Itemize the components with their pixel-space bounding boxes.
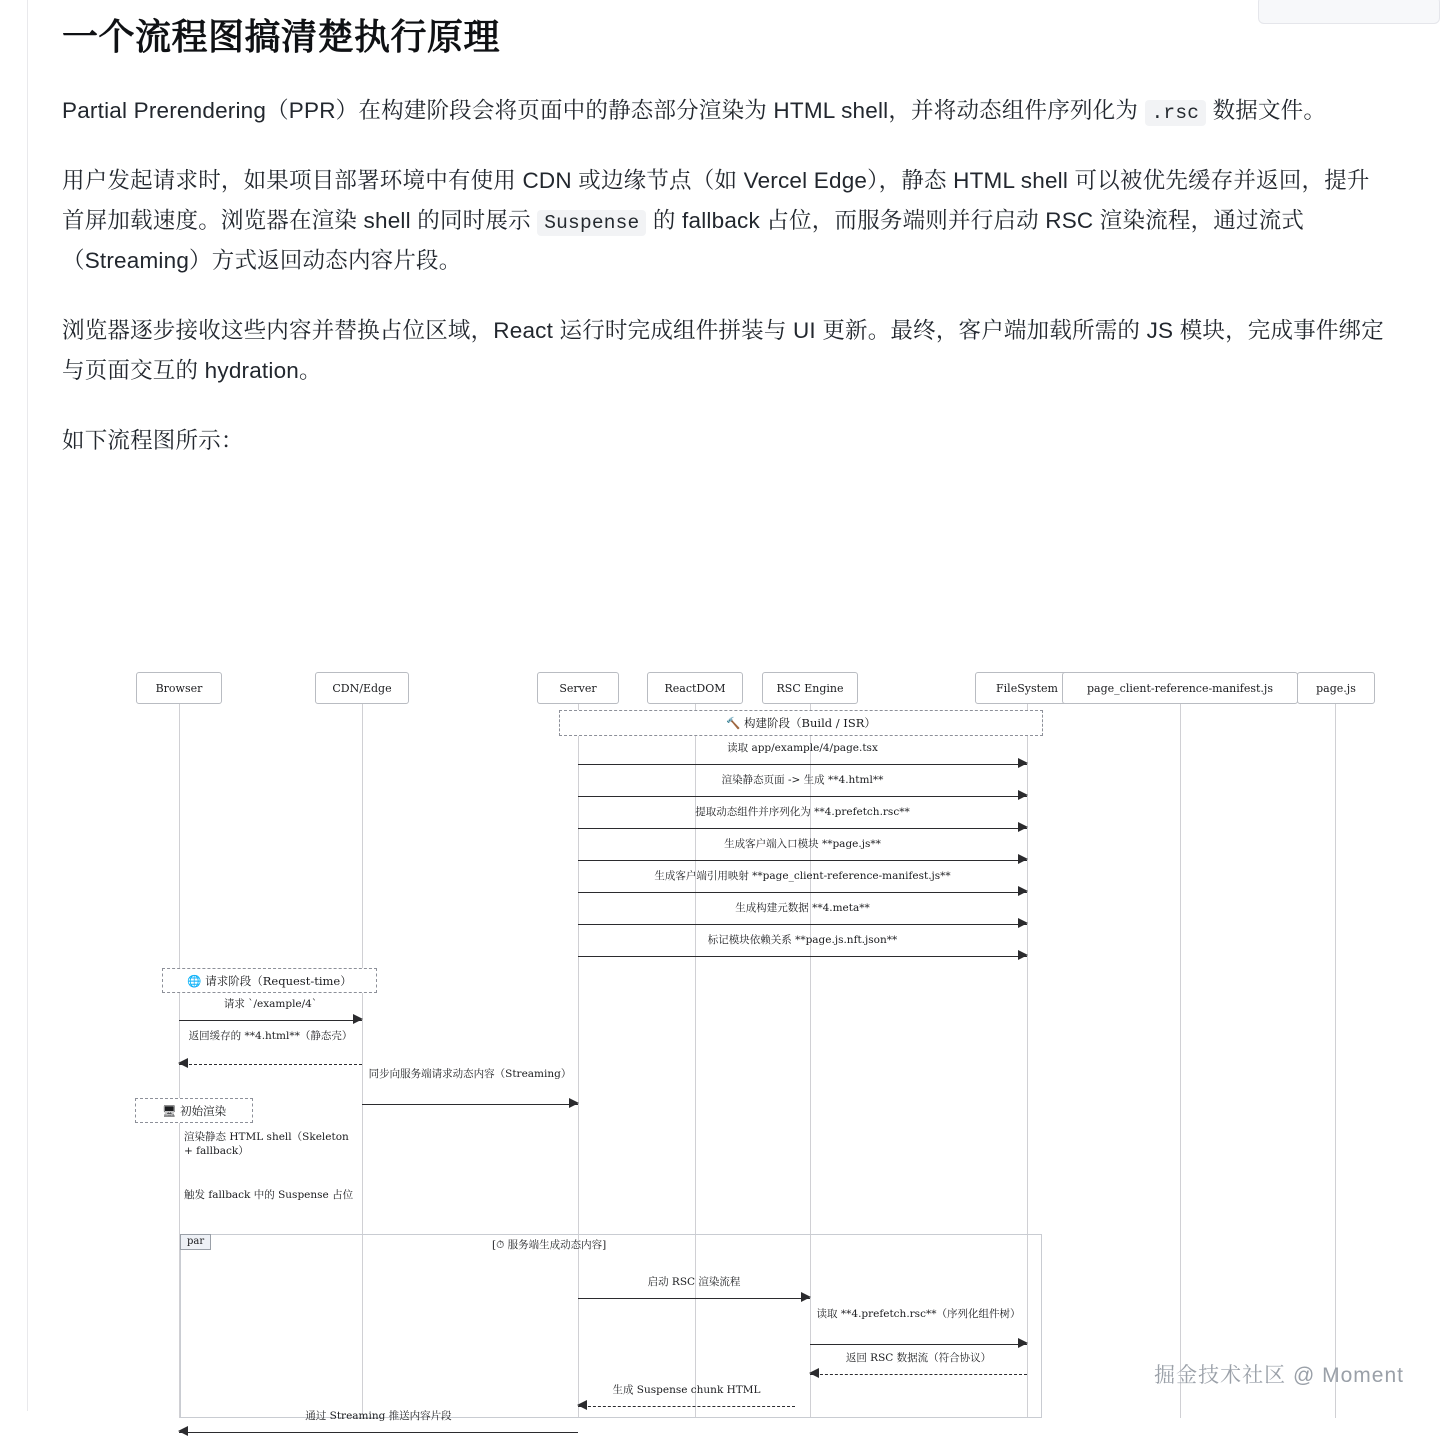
message-line xyxy=(578,956,1027,957)
message-line xyxy=(578,1298,810,1299)
arrow-head-icon xyxy=(569,1098,579,1108)
message-generate-suspense-chunk-label: 生成 Suspense chunk HTML xyxy=(612,1384,761,1396)
self-message-render-shell xyxy=(184,1130,354,1158)
phase-request xyxy=(162,968,377,993)
message-return-cached-html-label: 返回缓存的 **4.html**（静态壳） xyxy=(188,1030,353,1042)
message-mark-module-deps-label: 标记模块依赖关系 **page.js.nft.json** xyxy=(707,934,898,946)
arrow-head-icon xyxy=(1018,1338,1028,1348)
message-request-example-4-label: 请求 `/example/4` xyxy=(223,998,318,1010)
message-line xyxy=(179,1020,362,1021)
inline-code-suspense: Suspense xyxy=(537,210,646,236)
message-generate-manifest-label: 生成客户端引用映射 **page_client-reference-manifest.js** xyxy=(654,870,951,882)
message-return-rsc-stream xyxy=(810,1352,1027,1382)
message-generate-meta xyxy=(578,902,1027,932)
message-render-static-html xyxy=(578,774,1027,804)
paragraph-2-text-b: 的 fallback 占位，而服务端则并行启动 RSC 渲染流程，通过流式（Streaming）方式返回动态内容片段。 xyxy=(62,207,1305,273)
arrow-head-icon xyxy=(178,1058,188,1068)
arrow-head-icon xyxy=(178,1426,188,1436)
phase-initial-render-label: 🖥 初始渲染 xyxy=(161,1103,227,1118)
message-return-rsc-stream-label: 返回 RSC 数据流（符合协议） xyxy=(845,1352,992,1364)
arrow-head-icon xyxy=(801,1292,811,1302)
arrow-head-icon xyxy=(353,1014,363,1024)
message-line xyxy=(810,1344,1027,1345)
message-read-prefetch-rsc-label: 读取 **4.prefetch.rsc**（序列化组件树） xyxy=(816,1308,1021,1320)
message-line xyxy=(578,892,1027,893)
actor-pagejs-label: page.js xyxy=(1316,681,1356,695)
message-line xyxy=(810,1374,1027,1375)
paragraph-4: 如下流程图所示： xyxy=(62,428,244,454)
message-streaming-push-chunks-label: 通过 Streaming 推送内容片段 xyxy=(305,1410,452,1422)
message-start-rsc-render-label: 启动 RSC 渲染流程 xyxy=(647,1276,741,1288)
page-title: 一个流程图搞清楚执行原理 xyxy=(62,16,501,57)
actor-rsc-engine xyxy=(762,672,858,704)
message-generate-meta-label: 生成构建元数据 **4.meta** xyxy=(735,902,870,914)
phase-build xyxy=(559,710,1043,736)
paragraph-2 xyxy=(62,161,1392,281)
actor-manifest xyxy=(1062,672,1298,704)
message-request-example-4 xyxy=(179,998,362,1028)
actor-browser-label: Browser xyxy=(155,681,203,695)
message-line xyxy=(362,1104,578,1105)
self-message-trigger-suspense xyxy=(184,1188,354,1202)
message-start-rsc-render xyxy=(578,1276,810,1306)
actor-manifest-label: page_client-reference-manifest.js xyxy=(1087,681,1273,695)
message-line xyxy=(578,764,1027,765)
message-line xyxy=(578,860,1027,861)
arrow-head-icon xyxy=(577,1400,587,1410)
message-generate-suspense-chunk xyxy=(578,1384,795,1414)
message-line xyxy=(179,1064,362,1065)
article-content xyxy=(62,0,1392,487)
message-line xyxy=(179,1432,578,1433)
message-extract-dynamic-rsc xyxy=(578,806,1027,836)
message-mark-module-deps xyxy=(578,934,1027,964)
message-streaming-push-chunks xyxy=(179,1410,578,1440)
message-streaming-request-dynamic-label: 同步向服务端请求动态内容（Streaming） xyxy=(368,1068,572,1080)
inline-code-rsc: .rsc xyxy=(1145,100,1207,126)
actor-reactdom-label: ReactDOM xyxy=(664,681,726,695)
lifeline-pagejs xyxy=(1335,690,1336,1418)
actor-server xyxy=(537,672,619,704)
phase-initial-render xyxy=(135,1098,253,1123)
paragraph-1-text-b: 数据文件。 xyxy=(1206,97,1327,123)
paragraph-1-text-a: Partial Prerendering（PPR）在构建阶段会将页面中的静态部分渲染为 HTML shell，并将动态组件序列化为 xyxy=(62,97,1145,123)
arrow-head-icon xyxy=(1018,918,1028,928)
actor-cdn-label: CDN/Edge xyxy=(332,681,392,695)
arrow-head-icon xyxy=(1018,950,1028,960)
message-streaming-request-dynamic xyxy=(362,1068,578,1112)
message-line xyxy=(578,1406,795,1407)
phase-build-label: 🔨 构建阶段（Build / ISR） xyxy=(726,716,876,730)
message-read-page-tsx xyxy=(578,742,1027,772)
par-fragment-note-label: [⏱ 服务端生成动态内容] xyxy=(492,1239,607,1251)
self-message-render-shell-label: 渲染静态 HTML shell（Skeleton + fallback） xyxy=(184,1131,349,1158)
message-read-page-tsx-label: 读取 app/example/4/page.tsx xyxy=(727,742,878,754)
arrow-head-icon xyxy=(1018,790,1028,800)
lifeline-manifest xyxy=(1180,690,1181,1418)
par-fragment-tag-label: par xyxy=(187,1236,205,1247)
arrow-head-icon xyxy=(1018,886,1028,896)
arrow-head-icon xyxy=(1018,822,1028,832)
message-line xyxy=(578,924,1027,925)
left-margin-rule xyxy=(27,0,28,1411)
message-line xyxy=(578,828,1027,829)
par-fragment-note xyxy=(492,1237,606,1252)
actor-filesystem-label: FileSystem xyxy=(996,681,1058,695)
actor-cdn xyxy=(315,672,409,704)
message-read-prefetch-rsc xyxy=(810,1308,1027,1354)
arrow-head-icon xyxy=(1018,854,1028,864)
phase-request-label: 🌐 请求阶段（Request-time） xyxy=(187,973,352,988)
message-generate-page-js-label: 生成客户端入口模块 **page.js** xyxy=(724,838,881,850)
arrow-head-icon xyxy=(809,1368,819,1378)
self-message-trigger-suspense-label: 触发 fallback 中的 Suspense 占位 xyxy=(184,1189,354,1201)
message-generate-manifest xyxy=(578,870,1027,900)
message-generate-page-js xyxy=(578,838,1027,868)
message-render-static-html-label: 渲染静态页面 -> 生成 **4.html** xyxy=(721,774,884,786)
paragraph-2-text-a: 用户发起请求时，如果项目部署环境中有使用 CDN 或边缘节点（如 Vercel Edge），静态 HTML shell 可以被优先缓存并返回，提升首屏加载速度。浏览器在渲染 shell 的同时展示 xyxy=(62,167,1370,233)
actor-browser xyxy=(136,672,222,704)
par-fragment-tag xyxy=(180,1234,211,1250)
actor-reactdom xyxy=(647,672,743,704)
message-extract-dynamic-rsc-label: 提取动态组件并序列化为 **4.prefetch.rsc** xyxy=(695,806,910,818)
message-return-cached-html xyxy=(179,1030,362,1074)
arrow-head-icon xyxy=(1018,758,1028,768)
actor-rsc-engine-label: RSC Engine xyxy=(776,681,844,695)
sequence-diagram xyxy=(62,648,1392,1422)
message-line xyxy=(578,796,1027,797)
actor-server-label: Server xyxy=(559,681,597,695)
paragraph-1 xyxy=(62,91,1392,131)
actor-pagejs xyxy=(1297,672,1375,704)
watermark: 掘金技术社区 @ Moment xyxy=(1154,1364,1404,1387)
paragraph-3: 浏览器逐步接收这些内容并替换占位区域，React 运行时完成组件拼装与 UI 更新。最终，客户端加载所需的 JS 模块，完成事件绑定与页面交互的 hydration。 xyxy=(62,317,1384,384)
